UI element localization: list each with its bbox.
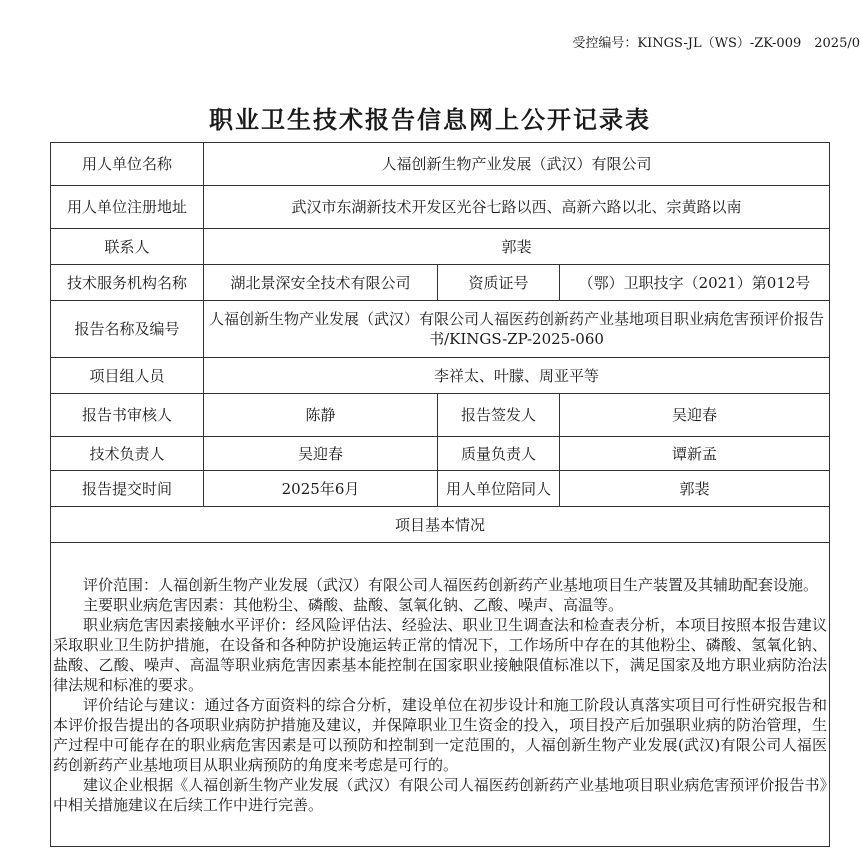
- cert-label: 资质证号: [438, 265, 560, 301]
- tech-lead-label: 技术负责人: [51, 437, 204, 471]
- lead-row: [51, 437, 830, 471]
- submit-row: [51, 471, 830, 507]
- report-name-value: 人福创新生物产业发展（武汉）有限公司人福医药创新药产业基地项目职业病危害预评价报告书/KINGS-ZP-2025-060: [204, 301, 830, 358]
- employer-name-label: 用人单位名称: [51, 143, 204, 186]
- submit-time-value: 2025年6月: [204, 471, 438, 507]
- scope-paragraph: 评价范围：人福创新生物产业发展（武汉）有限公司人福医药创新药产业基地项目生产装置及其辅助配套设施。: [83, 575, 819, 594]
- basic-info-content: [51, 543, 830, 847]
- team-row: [51, 358, 830, 394]
- basic-info-heading: 项目基本情况: [51, 507, 830, 543]
- exposure-paragraph: 职业病危害因素接触水平评价：经风险评估法、经验法、职业卫生调查法和检查表分析，本项目按照本报告建议采取职业卫生防护措施，在设备和各种防护设施运转正常的情况下，工作场所中存在的其他粉尘、磷酸、氢氧化钠、盐酸、乙酸、噪声、高温等职业病危害因素基本能控制在国家职业接触限值标准以下，满足国家及地方职业病防治法律法规和标准的要求。: [53, 615, 827, 694]
- tech-lead-value: 吴迎春: [204, 437, 438, 471]
- address-label: 用人单位注册地址: [51, 186, 204, 229]
- cert-value: （鄂）卫职技字（2021）第012号: [560, 265, 830, 301]
- report-row: [51, 301, 830, 358]
- contact-value: 郭裴: [204, 229, 830, 265]
- contact-label: 联系人: [51, 229, 204, 265]
- contact-row: [51, 229, 830, 265]
- control-number: 受控编号：KINGS-JL（WS）-ZK-009 2025/0: [572, 36, 860, 51]
- reviewer-row: [51, 394, 830, 437]
- reviewer-label: 报告书审核人: [51, 394, 204, 437]
- accompany-value: 郭裴: [560, 471, 830, 507]
- report-label: 报告名称及编号: [51, 301, 204, 358]
- record-table: [50, 142, 830, 847]
- basic-info-header-row: [51, 507, 830, 543]
- employer-name-value: 人福创新生物产业发展（武汉）有限公司: [204, 143, 830, 186]
- team-label: 项目组人员: [51, 358, 204, 394]
- address-value: 武汉市东湖新技术开发区光谷七路以西、高新六路以北、宗黄路以南: [204, 186, 830, 229]
- basic-info-row: [51, 543, 830, 847]
- document-title: 职业卫生技术报告信息网上公开记录表: [209, 106, 651, 134]
- team-value: 李祥太、叶朦、周亚平等: [204, 358, 830, 394]
- quality-lead-label: 质量负责人: [438, 437, 560, 471]
- quality-lead-value: 谭新孟: [560, 437, 830, 471]
- issuer-label: 报告签发人: [438, 394, 560, 437]
- employer-name-row: [51, 143, 830, 186]
- submit-time-label: 报告提交时间: [51, 471, 204, 507]
- reviewer-value: 陈静: [204, 394, 438, 437]
- agency-label: 技术服务机构名称: [51, 265, 204, 301]
- agency-value: 湖北景深安全技术有限公司: [204, 265, 438, 301]
- address-row: [51, 186, 830, 229]
- hazards-paragraph: 主要职业病危害因素：其他粉尘、磷酸、盐酸、氢氧化钠、乙酸、噪声、高温等。: [83, 595, 624, 614]
- suggestion-paragraph: 建议企业根据《人福创新生物产业发展（武汉）有限公司人福医药创新药产业基地项目职业病危害预评价报告书》中相关措施建议在后续工作中进行完善。: [53, 775, 827, 814]
- conclusion-paragraph: 评价结论与建议：通过各方面资料的综合分析，建设单位在初步设计和施工阶段认真落实项目可行性研究报告和本评价报告提出的各项职业病防护措施及建议，并保障职业卫生资金的投入，项目投产后加强职业病的防治管理，生产过程中可能存在的职业病危害因素是可以预防和控制到一定范围的，人福创新生物产业发展(武汉)有限公司人福医药创新药产业基地项目从职业病预防的角度来考虑是可行的。: [53, 695, 827, 774]
- accompany-label: 用人单位陪同人: [438, 471, 560, 507]
- issuer-value: 吴迎春: [560, 394, 830, 437]
- agency-row: [51, 265, 830, 301]
